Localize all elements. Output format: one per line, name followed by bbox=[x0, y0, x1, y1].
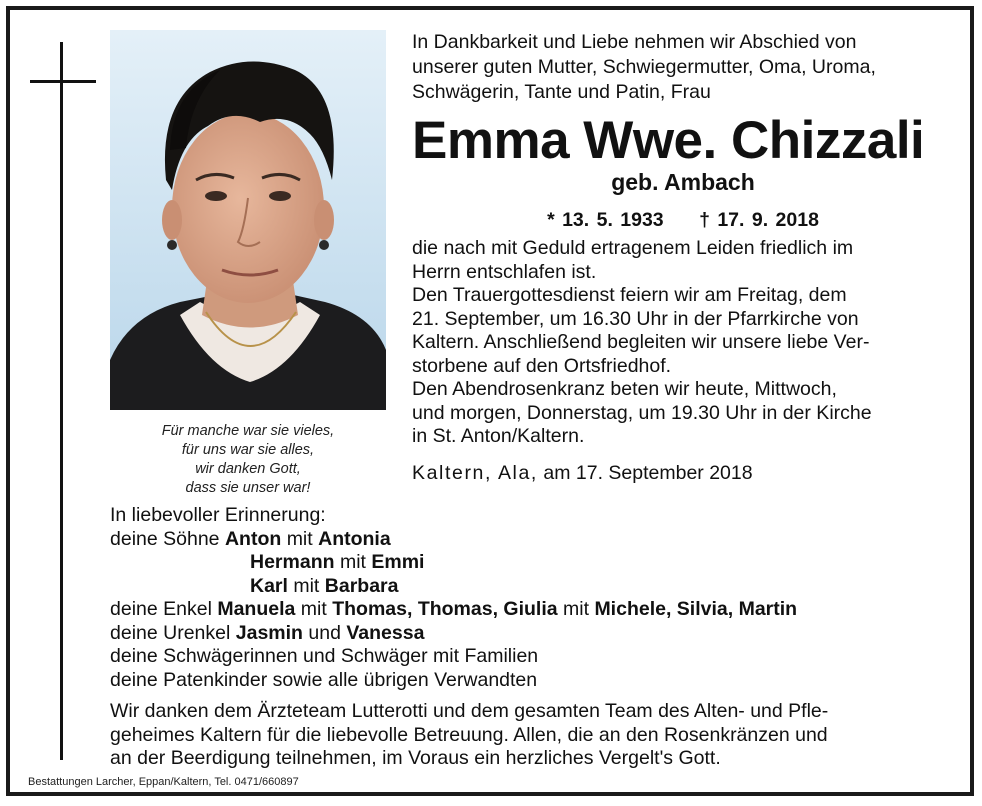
intro-line: Schwägerin, Tante und Patin, Frau bbox=[412, 81, 711, 103]
maiden-name: geb. Ambach bbox=[611, 169, 755, 195]
sons-row bbox=[110, 528, 960, 552]
rosary-text bbox=[412, 378, 954, 449]
great-grandchildren-prefix: deine Urenkel bbox=[110, 621, 231, 644]
partner-name: Emmi bbox=[371, 551, 425, 573]
text-line: 21. September, um 16.30 Uhr in der Pfarrkirche von bbox=[412, 307, 859, 330]
portrait-photo bbox=[110, 30, 386, 410]
announcement-column bbox=[412, 30, 954, 485]
connector: mit bbox=[293, 574, 320, 597]
grandchild-names: Thomas, Thomas, Giulia bbox=[332, 598, 558, 620]
great-grandchildren-row bbox=[110, 622, 960, 646]
funeral-home-footer: Bestattungen Larcher, Eppan/Kaltern, Tel. 0471/660897 bbox=[28, 776, 299, 788]
birth-date: * 13. 5. 1933 bbox=[547, 209, 664, 231]
announcement-date: am 17. September 2018 bbox=[543, 461, 753, 484]
partner-name: Barbara bbox=[324, 574, 399, 597]
godchildren-row: deine Patenkinder sowie alle übrigen Verwandten bbox=[110, 668, 538, 691]
partner-name: Antonia bbox=[318, 527, 391, 550]
text-line: Den Abendrosenkranz beten wir heute, Mittwoch, bbox=[412, 378, 837, 400]
text-line: die nach mit Geduld ertragenem Leiden friedlich im bbox=[412, 237, 854, 259]
grandchildren-row bbox=[110, 598, 960, 622]
text-line: Den Trauergottesdienst feiern wir am Freitag, dem bbox=[412, 284, 847, 306]
deceased-name: Emma Wwe. Chizzali bbox=[412, 111, 925, 170]
place-and-date bbox=[412, 461, 954, 485]
verse-line: Für manche war sie vieles, bbox=[161, 423, 335, 439]
son-name: Karl bbox=[250, 574, 288, 597]
son-name: Anton bbox=[224, 527, 282, 550]
connector: mit bbox=[339, 551, 366, 573]
memorial-verse bbox=[112, 422, 384, 498]
sons-row bbox=[110, 575, 960, 599]
connector: mit bbox=[563, 598, 590, 620]
thanks-text bbox=[110, 700, 958, 771]
thanks-line: Wir danken dem Ärzteteam Lutterotti und dem gesamten Team des Alten- und Pfle- bbox=[110, 700, 829, 722]
text-line: Kaltern. Anschließend begleiten wir unsere liebe Ver- bbox=[412, 331, 870, 353]
text-line: Herrn entschlafen ist. bbox=[412, 260, 597, 283]
grandchild-names: Michele, Silvia, Martin bbox=[594, 598, 798, 620]
grandchildren-prefix: deine Enkel bbox=[110, 598, 212, 620]
cross-horizontal-bar bbox=[30, 80, 96, 83]
family-heading: In liebevoller Erinnerung: bbox=[110, 504, 326, 526]
son-name: Hermann bbox=[250, 551, 335, 573]
verse-line: wir danken Gott, bbox=[195, 461, 301, 477]
great-grandchild-name: Vanessa bbox=[346, 621, 425, 644]
portrait-illustration bbox=[110, 30, 386, 410]
place: Kaltern, Ala, bbox=[412, 461, 538, 484]
intro-line: In Dankbarkeit und Liebe nehmen wir Abschied von bbox=[412, 31, 857, 53]
text-line: in St. Anton/Kaltern. bbox=[412, 425, 585, 447]
thanks-line: an der Beerdigung teilnehmen, im Voraus ein herzliches Vergelt's Gott. bbox=[110, 747, 721, 769]
passing-text bbox=[412, 237, 954, 284]
text-line: und morgen, Donnerstag, um 19.30 Uhr in der Kirche bbox=[412, 401, 872, 424]
intro-line: unserer guten Mutter, Schwiegermutter, Oma, Uroma, bbox=[412, 56, 876, 78]
intro-text bbox=[412, 30, 954, 105]
verse-line: für uns war sie alles, bbox=[181, 442, 315, 458]
death-date: † 17. 9. 2018 bbox=[699, 209, 819, 231]
funeral-service-text bbox=[412, 284, 954, 378]
in-laws-row: deine Schwägerinnen und Schwäger mit Familien bbox=[110, 645, 539, 667]
sons-row bbox=[110, 551, 960, 575]
thanks-line: geheimes Kaltern für die liebevolle Betreuung. Allen, die an den Rosenkränzen und bbox=[110, 723, 828, 746]
sons-prefix: deine Söhne bbox=[110, 527, 220, 550]
verse-line: dass sie unser war! bbox=[185, 480, 311, 496]
family-list bbox=[110, 504, 960, 692]
great-grandchild-name: Jasmin bbox=[235, 621, 303, 644]
text-line: storbene auf den Ortsfriedhof. bbox=[412, 354, 672, 377]
connector: mit bbox=[300, 598, 327, 620]
connector: mit bbox=[286, 527, 313, 550]
grandchild-name: Manuela bbox=[217, 598, 296, 620]
cross-vertical-bar bbox=[60, 42, 63, 760]
connector: und bbox=[308, 621, 341, 644]
life-dates bbox=[412, 207, 954, 233]
